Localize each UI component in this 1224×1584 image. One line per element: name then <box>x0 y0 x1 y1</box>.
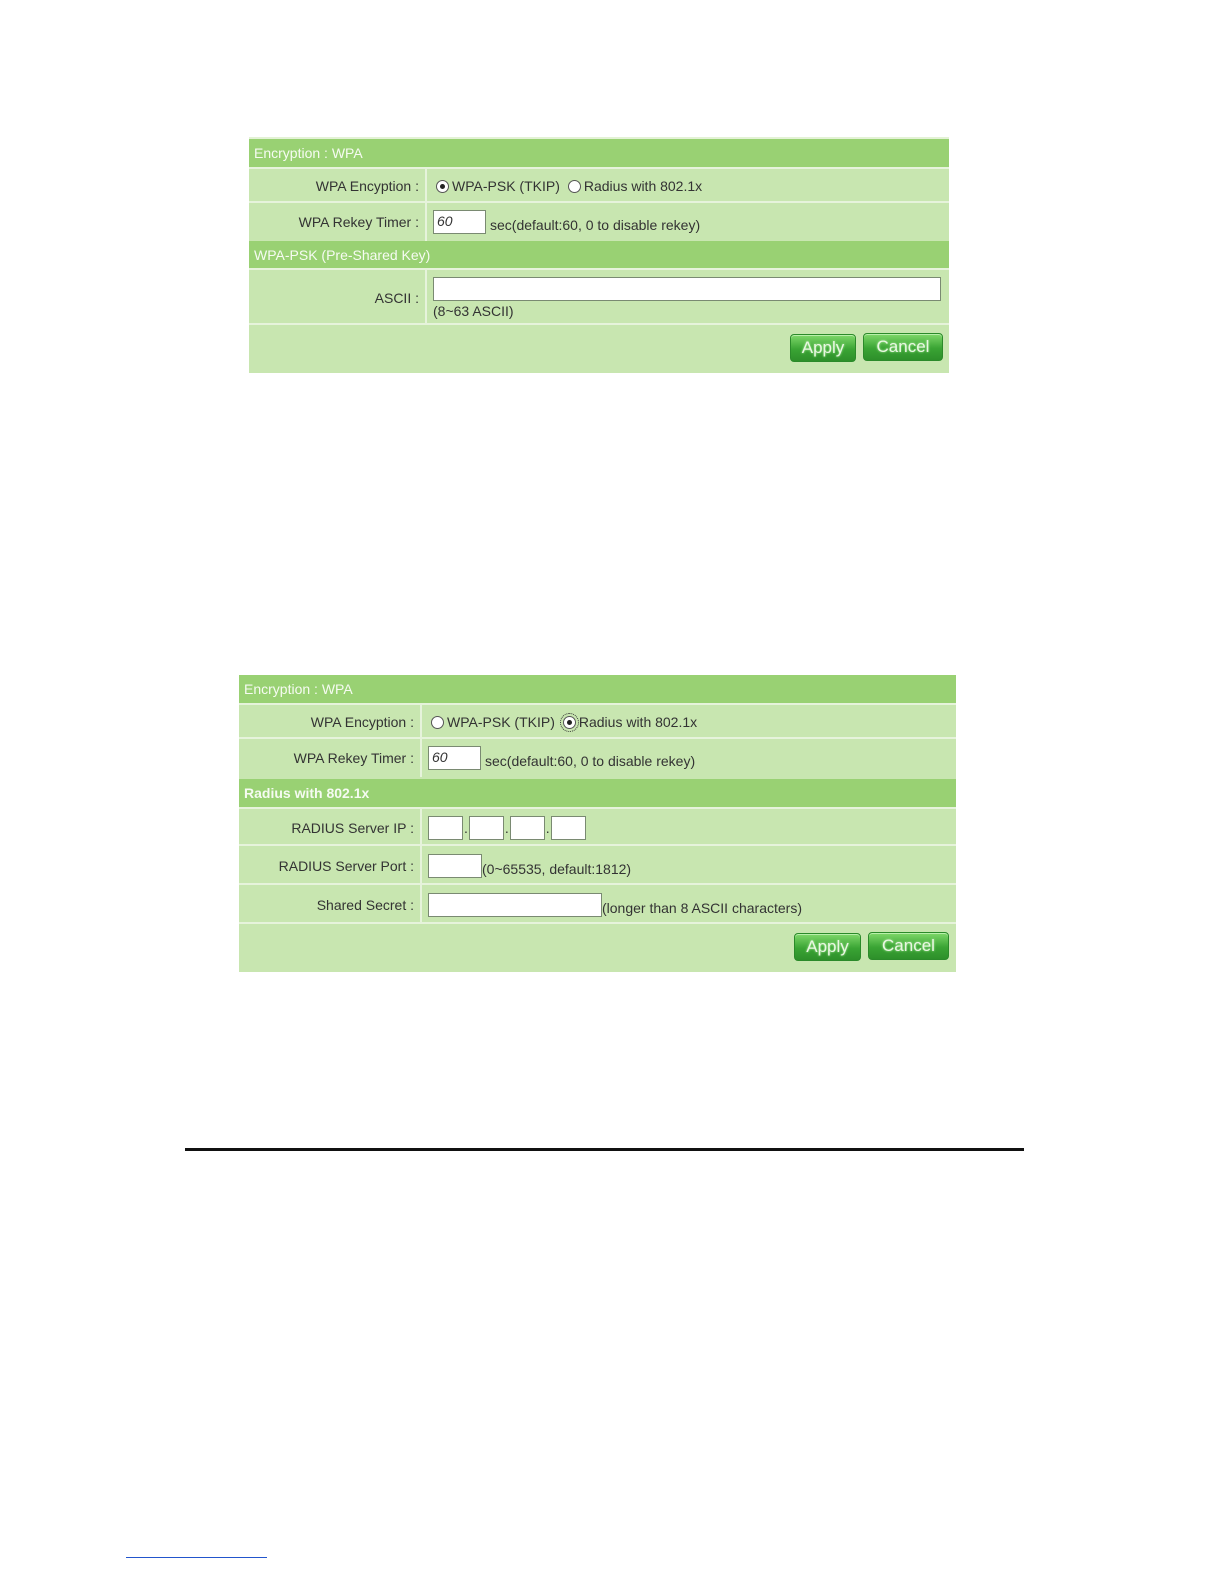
radius-server-port-row <box>239 844 956 885</box>
page-divider <box>185 1148 1024 1151</box>
cancel-button[interactable]: Cancel <box>868 932 949 960</box>
wpa-radius-settings-panel <box>239 675 956 972</box>
wpa-encryption-label: WPA Encyption : <box>249 169 427 203</box>
ip-separator: . <box>545 819 550 836</box>
rekey-timer-hint: sec(default:60, 0 to disable rekey) <box>490 217 701 233</box>
shared-secret-cell <box>422 885 956 924</box>
ascii-hint: (8~63 ASCII) <box>433 302 514 319</box>
ip-separator: . <box>504 819 509 836</box>
wpa-psk-option-label[interactable]: WPA-PSK (TKIP) <box>452 178 560 194</box>
encryption-header: Encryption : WPA <box>249 139 949 167</box>
radius-radio[interactable] <box>563 716 576 729</box>
ip-octet-4-input[interactable] <box>551 816 586 840</box>
radius-option-label[interactable]: Radius with 802.1x <box>583 178 703 194</box>
encryption-header: Encryption : WPA <box>239 675 956 703</box>
wpa-encryption-row <box>239 703 956 739</box>
rekey-timer-row <box>249 201 949 241</box>
panel2-button-row <box>239 922 956 974</box>
rekey-timer-hint: sec(default:60, 0 to disable rekey) <box>485 753 696 769</box>
radius-server-port-label: RADIUS Server Port : <box>239 846 422 885</box>
rekey-timer-value-cell <box>427 203 949 241</box>
radius-server-ip-fields <box>422 809 956 846</box>
wpa-encryption-options <box>422 705 956 739</box>
wpa-psk-radio[interactable] <box>431 716 444 729</box>
shared-secret-input[interactable] <box>428 893 602 917</box>
apply-button[interactable]: Apply <box>794 933 861 961</box>
wpa-encryption-options <box>427 169 949 203</box>
radius-server-port-cell <box>422 846 956 885</box>
panel1-button-row <box>249 323 949 375</box>
ip-separator: . <box>464 819 468 836</box>
ip-octet-3-input[interactable] <box>510 816 545 840</box>
footnote-rule <box>126 1557 267 1558</box>
radius-server-ip-label: RADIUS Server IP : <box>239 809 422 846</box>
wpa-encryption-row <box>249 167 949 203</box>
radius-option-label[interactable]: Radius with 802.1x <box>578 714 698 730</box>
radius-server-ip-row <box>239 807 956 846</box>
ip-octet-2-input[interactable] <box>469 816 504 840</box>
rekey-timer-row <box>239 737 956 777</box>
wpa-psk-option-label[interactable]: WPA-PSK (TKIP) <box>447 714 555 730</box>
ascii-key-input[interactable] <box>433 277 941 301</box>
rekey-timer-input[interactable]: 60 <box>433 210 486 234</box>
wpa-psk-radio[interactable] <box>436 180 449 193</box>
ascii-value-cell <box>427 270 949 325</box>
shared-secret-row <box>239 883 956 924</box>
wpa-psk-settings-panel <box>249 137 949 373</box>
shared-secret-label: Shared Secret : <box>239 885 422 924</box>
ascii-row <box>249 268 949 325</box>
cancel-button[interactable]: Cancel <box>863 333 943 361</box>
radius-radio[interactable] <box>568 180 581 193</box>
apply-button[interactable]: Apply <box>790 334 856 362</box>
ip-octet-1-input[interactable] <box>428 816 463 840</box>
radius-server-port-input[interactable] <box>428 854 482 878</box>
psk-header: WPA-PSK (Pre-Shared Key) <box>249 241 949 268</box>
shared-secret-hint: (longer than 8 ASCII characters) <box>602 899 802 916</box>
rekey-timer-label: WPA Rekey Timer : <box>249 203 427 241</box>
rekey-timer-value-cell <box>422 739 956 777</box>
wpa-encryption-label: WPA Encyption : <box>239 705 422 739</box>
radius-server-port-hint: (0~65535, default:1812) <box>482 860 632 877</box>
ascii-label: ASCII : <box>249 270 427 325</box>
rekey-timer-label: WPA Rekey Timer : <box>239 739 422 777</box>
radius-header: Radius with 802.1x <box>239 779 956 807</box>
rekey-timer-input[interactable]: 60 <box>428 746 481 770</box>
